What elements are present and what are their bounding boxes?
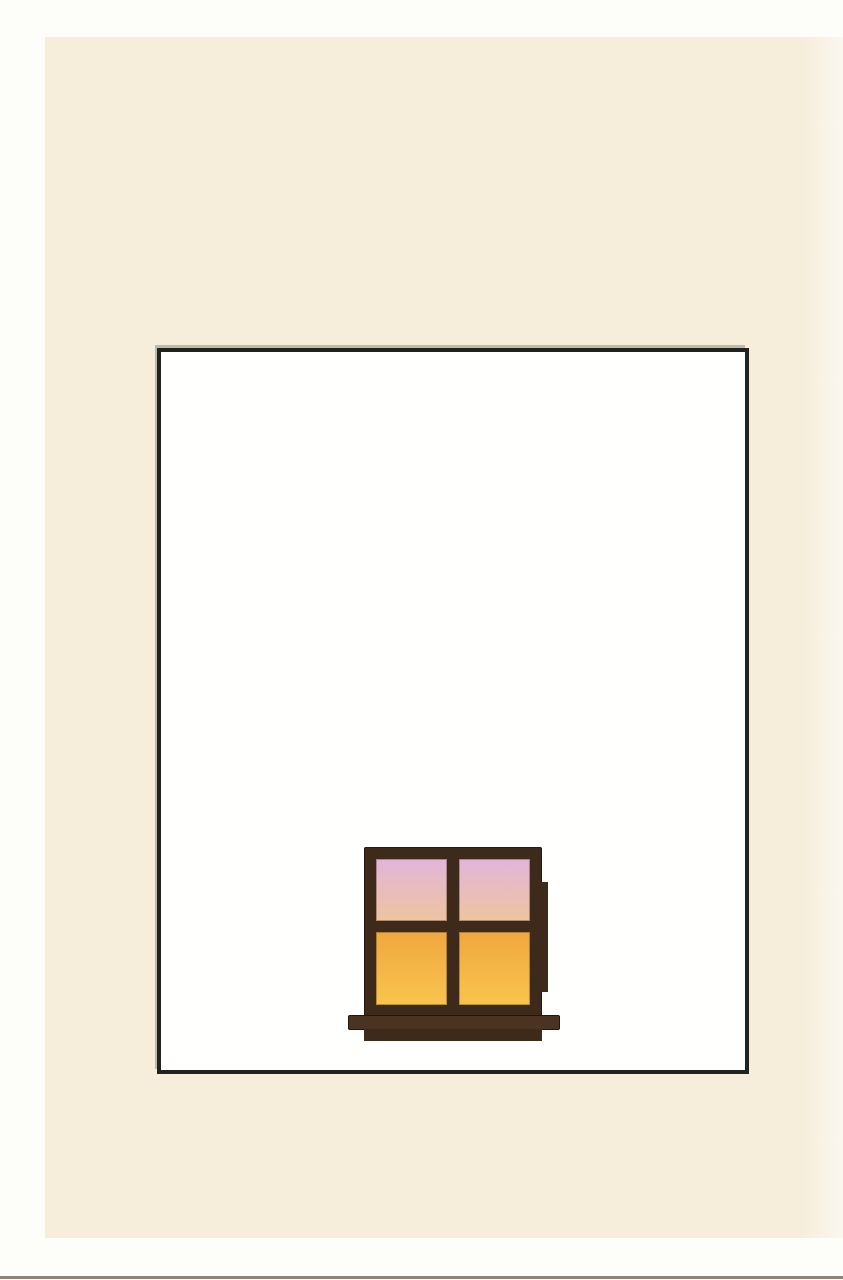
candy-border-bottom [0, 1238, 843, 1280]
dua-quote-box [157, 348, 749, 1074]
window-pane-bottom-left [376, 932, 447, 1005]
sunrise-window-illustration [348, 847, 558, 1043]
window-pane-bottom-right [459, 932, 530, 1005]
candy-border-top [0, 0, 843, 40]
window-frame-notch [541, 882, 548, 992]
page-bottom-edge-line [0, 1276, 843, 1279]
window-frame [364, 847, 542, 1017]
window-sill [348, 1015, 560, 1030]
candy-border-left [0, 0, 45, 1280]
window-frame-foot [364, 1029, 542, 1041]
window-pane-top-right [459, 859, 530, 921]
window-pane-top-left [376, 859, 447, 921]
